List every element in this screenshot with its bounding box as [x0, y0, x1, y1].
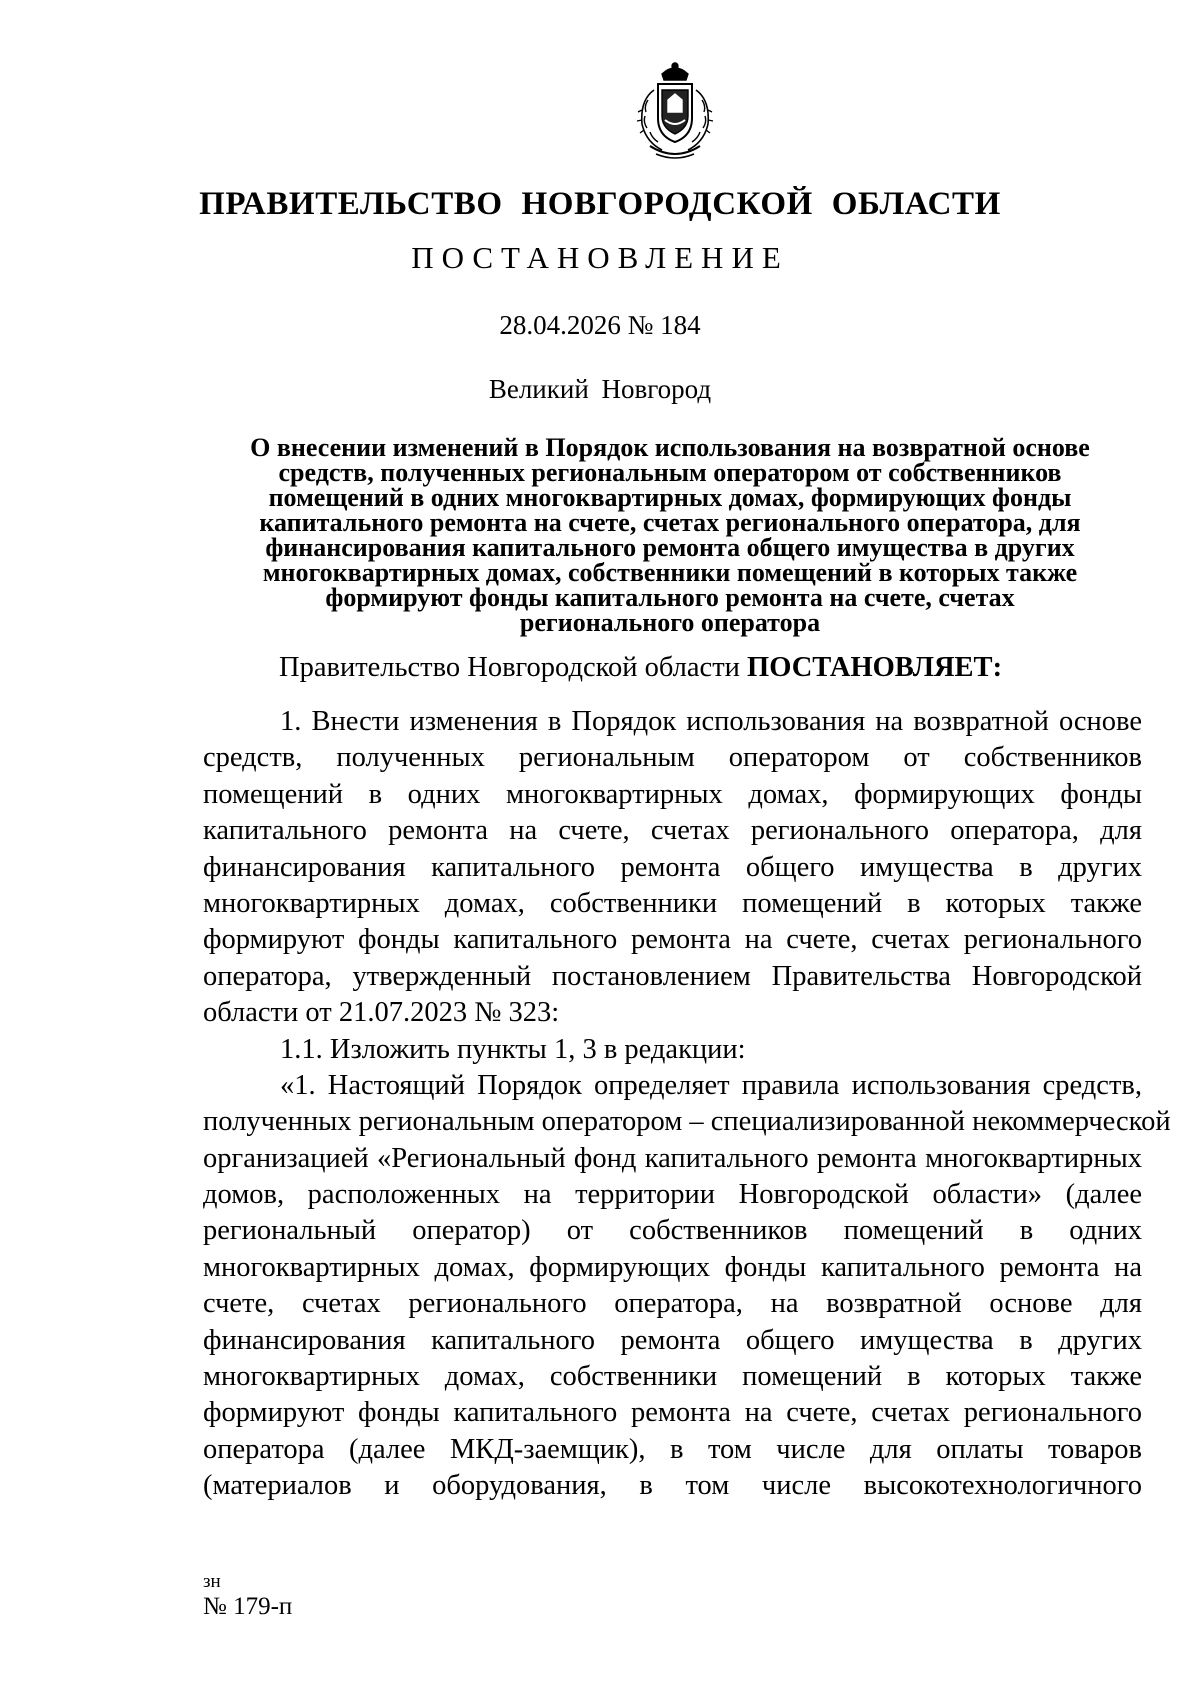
title-line: средств, полученных региональным оператором от собственников — [278, 458, 1062, 487]
body-line: многоквартирных домах, собственники помещений в которых также — [203, 1361, 1142, 1393]
title-line: многоквартирных домах, собственники помещений в которых также — [262, 558, 1078, 587]
document-title — [220, 435, 1120, 635]
body-line: 1.1. Изложить пункты 1, 3 в редакции: — [280, 1033, 746, 1065]
body-line: многоквартирных домах, формирующих фонды капитального ремонта на — [203, 1251, 1142, 1283]
body-line: формируют фонды капитального ремонта на счете, счетах регионального — [203, 924, 1142, 956]
coat-of-arms-emblem — [632, 60, 718, 164]
body-line: оператора, утвержденный постановлением Правительства Новгородской — [203, 960, 1142, 992]
organization-name: ПРАВИТЕЛЬСТВО НОВГОРОДСКОЙ ОБЛАСТИ — [199, 186, 1001, 222]
document-date-number: 28.04.2026 № 184 — [499, 310, 701, 340]
title-line: формируют фонды капитального ремонта на счете, счетах — [325, 583, 1015, 612]
document-body — [203, 704, 1171, 1505]
body-line: 1. Внести изменения в Порядок использования на возвратной основе — [280, 706, 1142, 737]
title-line: капитального ремонта на счете, счетах регионального оператора, для — [259, 508, 1081, 537]
preamble-text: Правительство Новгородской области — [279, 652, 748, 683]
title-line: финансирования капитального ремонта общего имущества в других — [265, 533, 1075, 562]
preamble — [279, 650, 1002, 686]
body-line: помещений в одних многоквартирных домах, формирующих фонды — [203, 778, 1142, 810]
body-line: «1. Настоящий Порядок определяет правила использования средств, — [280, 1069, 1142, 1101]
body-line: средств, полученных региональным оператором от собственников — [203, 742, 1142, 774]
footer-code: зн — [203, 1571, 221, 1592]
body-line: домов, расположенных на территории Новгородской области» (далее — [203, 1179, 1142, 1211]
document-city: Великий Новгород — [488, 374, 712, 404]
body-line: формируют фонды капитального ремонта на счете, счетах регионального — [203, 1397, 1142, 1429]
document-type: ПОСТАНОВЛЕНИЕ — [411, 240, 789, 275]
body-line: многоквартирных домах, собственники помещений в которых также — [203, 887, 1142, 919]
preamble-emphasis: ПОСТАНОВЛЯЕТ: — [747, 652, 1003, 683]
title-line: регионального оператора — [519, 608, 821, 637]
body-line: капитального ремонта на счете, счетах регионального оператора, для — [203, 815, 1142, 847]
body-line: организацией «Региональный фонд капитального ремонта многоквартирных — [203, 1142, 1142, 1174]
body-line: оператора (далее МКД-заемщик), в том числе для оплаты товаров — [203, 1433, 1142, 1465]
body-line: полученных региональным оператором – специализированной некоммерческой — [203, 1106, 1171, 1138]
body-line: финансирования капитального ремонта общего имущества в других — [203, 1324, 1142, 1356]
footer-number: № 179-п — [203, 1593, 293, 1620]
title-line: помещений в одних многоквартирных домах, формирующих фонды — [268, 483, 1072, 512]
body-line: региональный оператор) от собственников помещений в одних — [203, 1215, 1142, 1247]
body-line: финансирования капитального ремонта общего имущества в других — [203, 851, 1142, 883]
document-footer — [203, 1572, 292, 1622]
body-line: счете, счетах регионального оператора, на возвратной основе для — [203, 1288, 1142, 1320]
body-line: (материалов и оборудования, в том числе высокотехнологичного — [203, 1470, 1142, 1502]
title-line: О внесении изменений в Порядок использования на возвратной основе — [250, 433, 1090, 462]
body-line: области от 21.07.2023 № 323: — [203, 997, 560, 1029]
